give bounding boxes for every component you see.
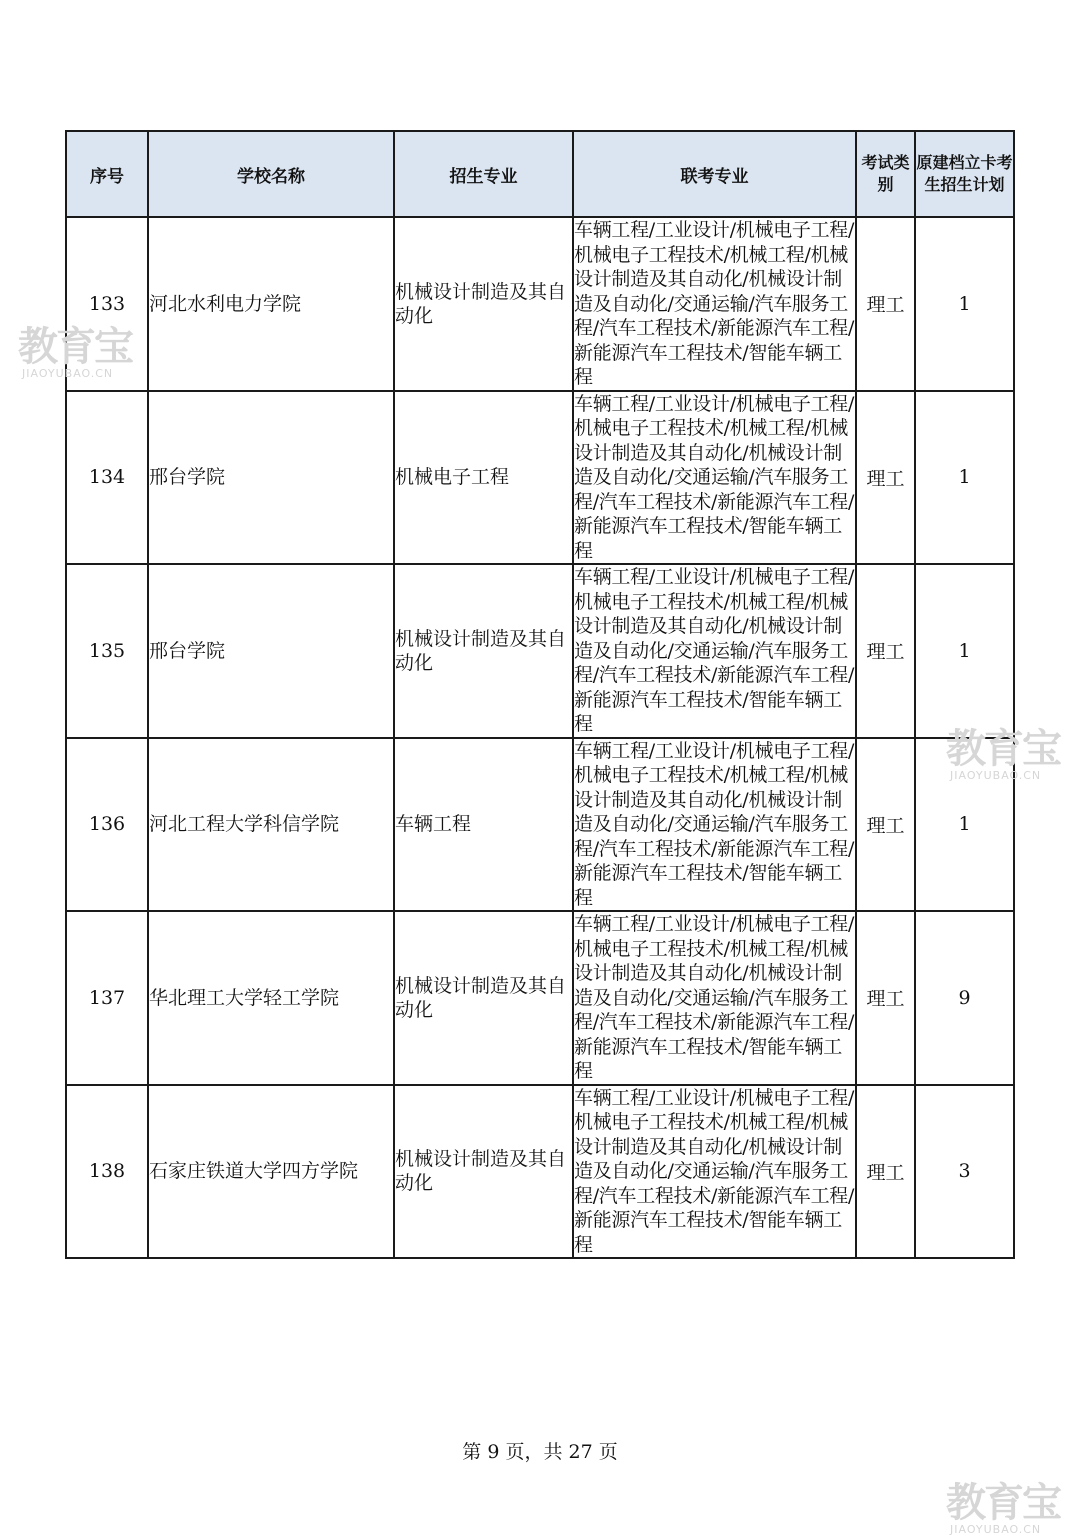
header-seq: 序号 bbox=[66, 131, 148, 217]
cell-joint-major: 车辆工程/工业设计/机械电子工程/机械电子工程技术/机械工程/机械设计制造及其自动化/机械设计制造及自动化/交通运输/汽车服务工程/汽车工程技术/新能源汽车工程/新能源汽车工程技术/智能车辆工程 bbox=[573, 1085, 856, 1259]
cell-major: 车辆工程 bbox=[394, 738, 573, 912]
header-school: 学校名称 bbox=[148, 131, 394, 217]
cell-category: 理工 bbox=[856, 217, 915, 391]
cell-joint-major: 车辆工程/工业设计/机械电子工程/机械电子工程技术/机械工程/机械设计制造及其自动化/机械设计制造及自动化/交通运输/汽车服务工程/汽车工程技术/新能源汽车工程/新能源汽车工程技术/智能车辆工程 bbox=[573, 391, 856, 565]
cell-school: 河北水利电力学院 bbox=[148, 217, 394, 391]
cell-major: 机械设计制造及其自动化 bbox=[394, 1085, 573, 1259]
table-row bbox=[66, 564, 1014, 738]
cell-school: 华北理工大学轻工学院 bbox=[148, 911, 394, 1085]
watermark-logo bbox=[18, 326, 132, 380]
cell-plan: 1 bbox=[915, 391, 1014, 565]
watermark-brand: 教育宝 bbox=[18, 324, 132, 370]
cell-category: 理工 bbox=[856, 738, 915, 912]
cell-major: 机械设计制造及其自动化 bbox=[394, 217, 573, 391]
cell-major: 机械电子工程 bbox=[394, 391, 573, 565]
table-row bbox=[66, 1085, 1014, 1259]
watermark-domain: JIAOYUBAO.CN bbox=[22, 367, 114, 380]
watermark-brand: 教育宝 bbox=[946, 726, 1060, 772]
watermark-logo bbox=[946, 728, 1060, 782]
table-row bbox=[66, 391, 1014, 565]
cell-seq: 134 bbox=[66, 391, 148, 565]
cell-seq: 136 bbox=[66, 738, 148, 912]
cell-school: 石家庄铁道大学四方学院 bbox=[148, 1085, 394, 1259]
cell-seq: 135 bbox=[66, 564, 148, 738]
cell-joint-major: 车辆工程/工业设计/机械电子工程/机械电子工程技术/机械工程/机械设计制造及其自动化/机械设计制造及自动化/交通运输/汽车服务工程/汽车工程技术/新能源汽车工程/新能源汽车工程技术/智能车辆工程 bbox=[573, 564, 856, 738]
cell-plan: 1 bbox=[915, 738, 1014, 912]
cell-plan: 3 bbox=[915, 1085, 1014, 1259]
cell-seq: 138 bbox=[66, 1085, 148, 1259]
page-number-footer: 第 9 页，共 27 页 bbox=[462, 1441, 618, 1463]
cell-category: 理工 bbox=[856, 391, 915, 565]
cell-joint-major: 车辆工程/工业设计/机械电子工程/机械电子工程技术/机械工程/机械设计制造及其自动化/机械设计制造及自动化/交通运输/汽车服务工程/汽车工程技术/新能源汽车工程/新能源汽车工程技术/智能车辆工程 bbox=[573, 911, 856, 1085]
cell-category: 理工 bbox=[856, 911, 915, 1085]
cell-plan: 9 bbox=[915, 911, 1014, 1085]
cell-seq: 133 bbox=[66, 217, 148, 391]
cell-plan: 1 bbox=[915, 217, 1014, 391]
cell-school: 邢台学院 bbox=[148, 564, 394, 738]
header-category: 考试类别 bbox=[856, 131, 915, 217]
table-row bbox=[66, 738, 1014, 912]
cell-category: 理工 bbox=[856, 1085, 915, 1259]
watermark-domain: JIAOYUBAO.CN bbox=[950, 1523, 1042, 1536]
enrollment-plan-table bbox=[65, 130, 1015, 1259]
cell-major: 机械设计制造及其自动化 bbox=[394, 911, 573, 1085]
table-row bbox=[66, 911, 1014, 1085]
cell-school: 邢台学院 bbox=[148, 391, 394, 565]
header-plan: 原建档立卡考生招生计划 bbox=[915, 131, 1014, 217]
cell-plan: 1 bbox=[915, 564, 1014, 738]
cell-category: 理工 bbox=[856, 564, 915, 738]
cell-major: 机械设计制造及其自动化 bbox=[394, 564, 573, 738]
cell-seq: 137 bbox=[66, 911, 148, 1085]
cell-school: 河北工程大学科信学院 bbox=[148, 738, 394, 912]
cell-joint-major: 车辆工程/工业设计/机械电子工程/机械电子工程技术/机械工程/机械设计制造及其自动化/机械设计制造及自动化/交通运输/汽车服务工程/汽车工程技术/新能源汽车工程/新能源汽车工程技术/智能车辆工程 bbox=[573, 738, 856, 912]
watermark-brand: 教育宝 bbox=[946, 1480, 1060, 1526]
table-row bbox=[66, 217, 1014, 391]
watermark-domain: JIAOYUBAO.CN bbox=[950, 769, 1042, 782]
table-header-row bbox=[66, 131, 1014, 217]
cell-joint-major: 车辆工程/工业设计/机械电子工程/机械电子工程技术/机械工程/机械设计制造及其自动化/机械设计制造及自动化/交通运输/汽车服务工程/汽车工程技术/新能源汽车工程/新能源汽车工程技术/智能车辆工程 bbox=[573, 217, 856, 391]
header-major: 招生专业 bbox=[394, 131, 573, 217]
watermark-logo bbox=[946, 1482, 1060, 1536]
header-joint-major: 联考专业 bbox=[573, 131, 856, 217]
